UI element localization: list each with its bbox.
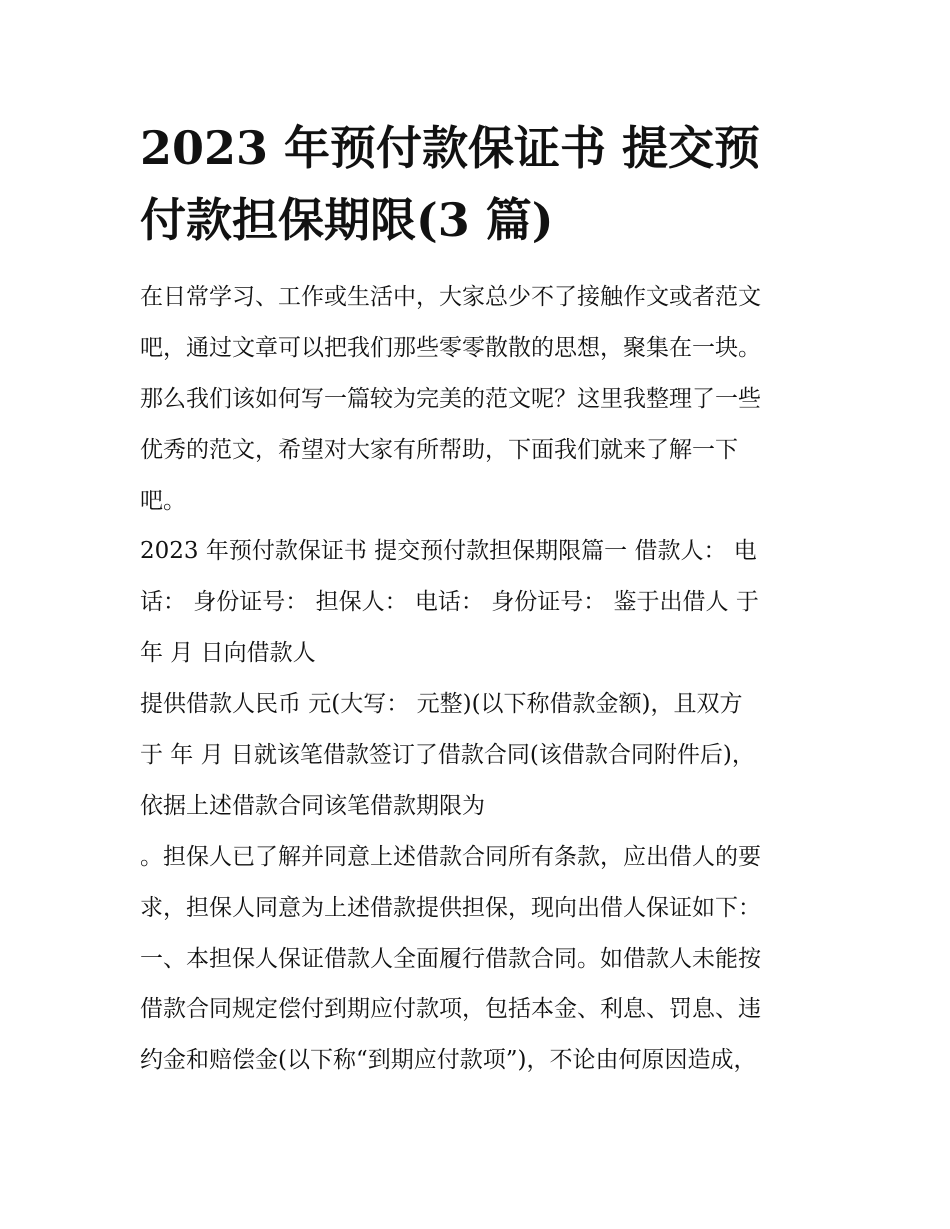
body-line: 在日常学习、工作或生活中，大家总少不了接触作文或者范文 [140,284,761,310]
body-line: 提供借款人民币 元(大写： 元整)(以下称借款金额)，且双方 [140,691,743,718]
body-line: 约金和赔偿金(以下称“到期应付款项”)，不论由何原因造成， [140,1047,757,1074]
body-line: 。担保人已了解并同意上述借款合同所有条款，应出借人的要 [140,843,761,870]
body-line: 吧。 [140,487,186,514]
body-line: 求，担保人同意为上述借款提供担保，现向出借人保证如下： [140,894,761,921]
body-line: 年 月 日向借款人 [140,640,316,667]
body-line: 于 年 月 日就该笔借款签订了借款合同(该借款合同附件后)， [140,742,755,769]
body-line: 2023 年预付款保证书 提交预付款担保期限篇一 借款人： 电 [140,538,757,565]
title-line-2: 付款担保期限(3 篇) [140,193,554,247]
document-title [140,112,820,256]
body-line: 依据上述借款合同该笔借款期限为 [140,792,485,819]
body-line: 一、本担保人保证借款人全面履行借款合同。如借款人未能按 [140,945,761,972]
body-line: 优秀的范文，希望对大家有所帮助，下面我们就来了解一下 [140,436,738,463]
title-line-1: 2023 年预付款保证书 提交预 [140,121,761,175]
body-line: 借款合同规定偿付到期应付款项，包括本金、利息、罚息、违 [140,996,761,1023]
body-line: 那么我们该如何写一篇较为完美的范文呢？这里我整理了一些 [140,385,761,412]
document-body [140,272,830,1086]
body-line: 吧，通过文章可以把我们那些零零散散的思想，聚集在一块。 [140,334,761,361]
body-line: 话： 身份证号： 担保人： 电话： 身份证号： 鉴于出借人 于 [140,589,759,616]
